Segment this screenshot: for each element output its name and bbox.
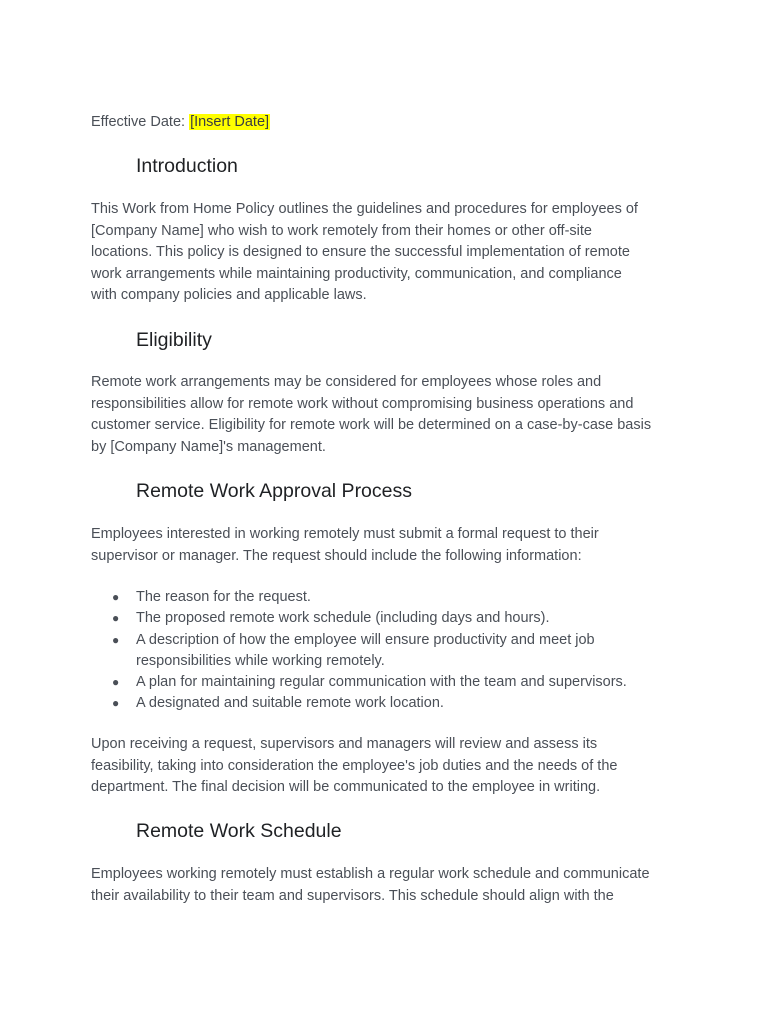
bullet-icon: ●: [112, 590, 120, 604]
text-line: work arrangements while maintaining productivity, communication, and compliance: [91, 265, 622, 282]
list-item: [91, 630, 711, 673]
bullet-icon: ●: [112, 632, 120, 647]
heading-approval-process: Remote Work Approval Process: [136, 480, 412, 502]
text-line: Upon receiving a request, supervisors and managers will review and assess its: [91, 736, 598, 752]
bullet-icon: ●: [112, 611, 120, 626]
effective-date-placeholder[interactable]: [Insert Date]: [190, 114, 270, 130]
list-item: [91, 608, 711, 629]
text-line: customer service. Eligibility for remote work will be determined on a case-by-case basis: [91, 417, 652, 433]
effective-date-line: [91, 112, 270, 132]
bullet-icon: ●: [112, 696, 120, 711]
text-line: Employees working remotely must establish a regular work schedule and communicate: [91, 866, 650, 882]
text-line: department. The final decision will be communicated to the employee in writing.: [91, 779, 601, 795]
text-line: supervisor or manager. The request should include the following information:: [91, 547, 582, 564]
paragraph-schedule: [91, 864, 691, 907]
text-line: their availability to their team and supervisors. This schedule should align with the: [91, 887, 614, 904]
effective-date-label: Effective Date:: [91, 114, 186, 130]
text-line: with company policies and applicable laws.: [91, 287, 367, 303]
approval-bullet-list: [91, 587, 711, 715]
list-item-text: The reason for the request.: [136, 589, 311, 605]
paragraph-introduction: [91, 199, 691, 307]
paragraph-eligibility: [91, 372, 691, 458]
text-line: [Company Name] who wish to work remotely from their homes or other off-site: [91, 222, 592, 239]
list-item-text: A plan for maintaining regular communication with the team and supervisors.: [136, 674, 627, 691]
bullet-icon: ●: [112, 675, 120, 690]
list-item-text: responsibilities while working remotely.: [136, 652, 385, 669]
list-item-text: A designated and suitable remote work location.: [136, 695, 444, 712]
text-line: by [Company Name]'s management.: [91, 438, 326, 455]
text-line: locations. This policy is designed to ensure the successful implementation of remote: [91, 244, 630, 260]
list-item: [91, 672, 711, 693]
list-item-text: A description of how the employee will ensure productivity and meet job: [136, 631, 595, 648]
heading-introduction: Introduction: [136, 155, 238, 177]
text-line: Employees interested in working remotely must submit a formal request to their: [91, 526, 599, 542]
heading-remote-work-schedule: Remote Work Schedule: [136, 820, 342, 842]
list-item: [91, 693, 711, 714]
list-item: [91, 587, 711, 608]
paragraph-approval-intro: [91, 524, 691, 567]
list-item-text: The proposed remote work schedule (including days and hours).: [136, 610, 550, 627]
paragraph-approval-outro: [91, 734, 691, 799]
text-line: feasibility, taking into consideration the employee's job duties and the needs of the: [91, 757, 618, 774]
text-line: responsibilities allow for remote work without compromising business operations and: [91, 395, 634, 412]
heading-eligibility: Eligibility: [136, 329, 212, 351]
text-line: This Work from Home Policy outlines the guidelines and procedures for employees of: [91, 201, 638, 217]
text-line: Remote work arrangements may be considered for employees whose roles and: [91, 374, 602, 390]
